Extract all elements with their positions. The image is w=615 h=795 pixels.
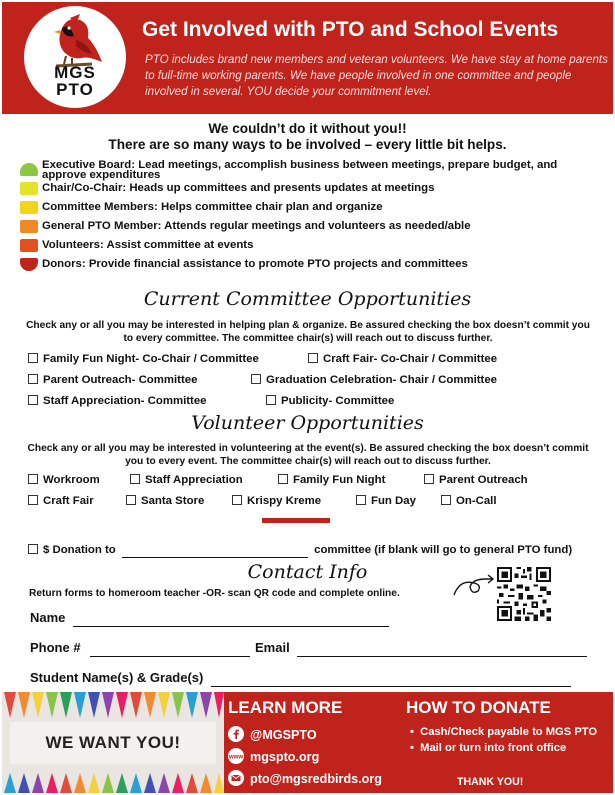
phone-input[interactable] bbox=[90, 641, 250, 657]
checkbox-box[interactable] bbox=[356, 495, 366, 505]
page-title: Get Involved with PTO and School Events bbox=[142, 18, 559, 41]
checkbox-fun-day[interactable]: Fun Day bbox=[356, 495, 416, 507]
checkbox-box[interactable] bbox=[278, 474, 288, 484]
phone-field: Phone # bbox=[30, 640, 250, 657]
level-item: General PTO Member: Attends regular meetings and volunteers as needed/able bbox=[20, 217, 610, 236]
intro-line-2: There are so many ways to be involved – every little bit helps. bbox=[108, 137, 507, 152]
level-bar-icon bbox=[20, 201, 38, 214]
donation-line: $ Donation to committee (if blank will go to general PTO fund) bbox=[28, 544, 572, 558]
pencils-bottom-icon bbox=[2, 771, 224, 793]
level-item: Chair/Co-Chair: Heads up committees and presents updates at meetings bbox=[20, 179, 610, 198]
email-input[interactable] bbox=[297, 641, 587, 657]
volunteer-instructions: Check any or all you may be interested in volunteering at the event(s). Be assured checking the box doesn’t commit you to every event. The committee chair(s) will reach out to discuss further. bbox=[27, 443, 589, 467]
checkbox-craft-fair-chair[interactable]: Craft Fair- Co-Chair / Committee bbox=[308, 353, 497, 365]
checkbox-parent-outreach-committee[interactable]: Parent Outreach- Committee bbox=[28, 374, 197, 386]
involvement-levels bbox=[20, 160, 610, 274]
level-bar-icon bbox=[20, 220, 38, 233]
checkbox-donation[interactable] bbox=[28, 544, 38, 554]
website-icon bbox=[228, 748, 244, 764]
logo-text: MGS PTO bbox=[54, 63, 96, 99]
checkbox-staff-appreciation[interactable]: Staff Appreciation bbox=[130, 474, 243, 486]
level-bar-icon bbox=[20, 182, 38, 195]
level-bar-icon bbox=[20, 239, 38, 252]
checkbox-family-fun-night[interactable]: Family Fun Night bbox=[278, 474, 385, 486]
facebook-icon bbox=[228, 726, 244, 742]
checkbox-box[interactable] bbox=[28, 474, 38, 484]
pencils-top-icon bbox=[2, 692, 224, 720]
header-banner bbox=[2, 2, 613, 114]
checkbox-family-fun-night-chair[interactable]: Family Fun Night- Co-Chair / Committee bbox=[28, 353, 259, 365]
level-item: Committee Members: Helps committee chair plan and organize bbox=[20, 198, 610, 217]
checkbox-workroom[interactable]: Workroom bbox=[28, 474, 100, 486]
level-bar-icon bbox=[20, 258, 38, 271]
email-link[interactable]: pto@mgsredbirds.org bbox=[228, 770, 382, 786]
checkbox-craft-fair[interactable]: Craft Fair bbox=[28, 495, 94, 507]
checkbox-box[interactable] bbox=[28, 374, 38, 384]
section-divider bbox=[262, 518, 330, 523]
svg-text:www: www bbox=[228, 754, 244, 761]
checkbox-box[interactable] bbox=[28, 353, 38, 363]
level-bar-icon bbox=[20, 163, 38, 176]
facebook-link[interactable]: @MGSPTO bbox=[228, 726, 317, 742]
checkbox-box[interactable] bbox=[126, 495, 136, 505]
student-input[interactable] bbox=[211, 671, 571, 687]
website-link[interactable]: www mgspto.org bbox=[228, 750, 320, 764]
name-input[interactable] bbox=[73, 611, 389, 627]
checkbox-publicity-committee[interactable]: Publicity- Committee bbox=[266, 395, 394, 407]
arrow-icon bbox=[452, 573, 496, 601]
learn-more-title: LEARN MORE bbox=[228, 698, 343, 717]
checkbox-box[interactable] bbox=[130, 474, 140, 484]
email-field: Email bbox=[255, 640, 587, 657]
checkbox-box[interactable] bbox=[308, 353, 318, 363]
intro-line-1: We couldn’t do it without you!! bbox=[208, 121, 407, 136]
thank-you-text: THANK YOU! bbox=[457, 776, 524, 788]
contact-heading: Contact Info bbox=[247, 561, 368, 583]
qr-code[interactable] bbox=[497, 567, 551, 621]
donate-item: • Mail or turn into front office bbox=[410, 742, 567, 754]
name-field: Name bbox=[30, 610, 389, 627]
checkbox-box[interactable] bbox=[232, 495, 242, 505]
checkbox-on-call[interactable]: On-Call bbox=[441, 495, 497, 507]
level-item: Volunteers: Assist committee at events bbox=[20, 236, 610, 255]
checkbox-box[interactable] bbox=[251, 374, 261, 384]
level-item: Executive Board: Lead meetings, accomplish business between meetings, prepare budget, and approve expenditures bbox=[20, 160, 610, 179]
how-to-donate-title: HOW TO DONATE bbox=[406, 698, 551, 717]
checkbox-box[interactable] bbox=[424, 474, 434, 484]
checkbox-graduation-celebration[interactable]: Graduation Celebration- Chair / Committee bbox=[251, 374, 497, 386]
intro-text bbox=[0, 121, 615, 153]
we-want-you-text: WE WANT YOU! bbox=[45, 733, 181, 752]
checkbox-staff-appreciation-committee[interactable]: Staff Appreciation- Committee bbox=[28, 395, 207, 407]
committee-heading: Current Committee Opportunities bbox=[143, 288, 472, 310]
checkbox-box[interactable] bbox=[28, 395, 38, 405]
donation-committee-field[interactable] bbox=[122, 545, 308, 558]
volunteer-heading: Volunteer Opportunities bbox=[191, 412, 424, 434]
checkbox-parent-outreach[interactable]: Parent Outreach bbox=[424, 474, 528, 486]
checkbox-santa-store[interactable]: Santa Store bbox=[126, 495, 204, 507]
checkbox-box[interactable] bbox=[266, 395, 276, 405]
checkbox-krispy-kreme[interactable]: Krispy Kreme bbox=[232, 495, 321, 507]
contact-note: Return forms to homeroom teacher -OR- scan QR code and complete online. bbox=[29, 588, 400, 599]
pto-logo bbox=[24, 6, 126, 108]
level-item: Donors: Provide financial assistance to promote PTO projects and committees bbox=[20, 255, 610, 274]
donate-item: • Cash/Check payable to MGS PTO bbox=[410, 726, 598, 738]
student-field: Student Name(s) & Grade(s) bbox=[30, 670, 571, 687]
committee-instructions: Check any or all you may be interested in helping plan & organize. Be assured checking the box doesn’t commit you to every committee. The committee chair(s) will reach out to discuss further. bbox=[26, 320, 590, 344]
checkbox-box[interactable] bbox=[28, 495, 38, 505]
email-icon bbox=[228, 770, 244, 786]
checkbox-box[interactable] bbox=[441, 495, 451, 505]
header-description: PTO includes brand new members and veteran volunteers. We have stay at home parents to full-time working parents. We have people involved in one committee and people involved in several. YOU decide your commitment level. bbox=[145, 53, 608, 98]
colored-pencils-image bbox=[2, 692, 224, 793]
